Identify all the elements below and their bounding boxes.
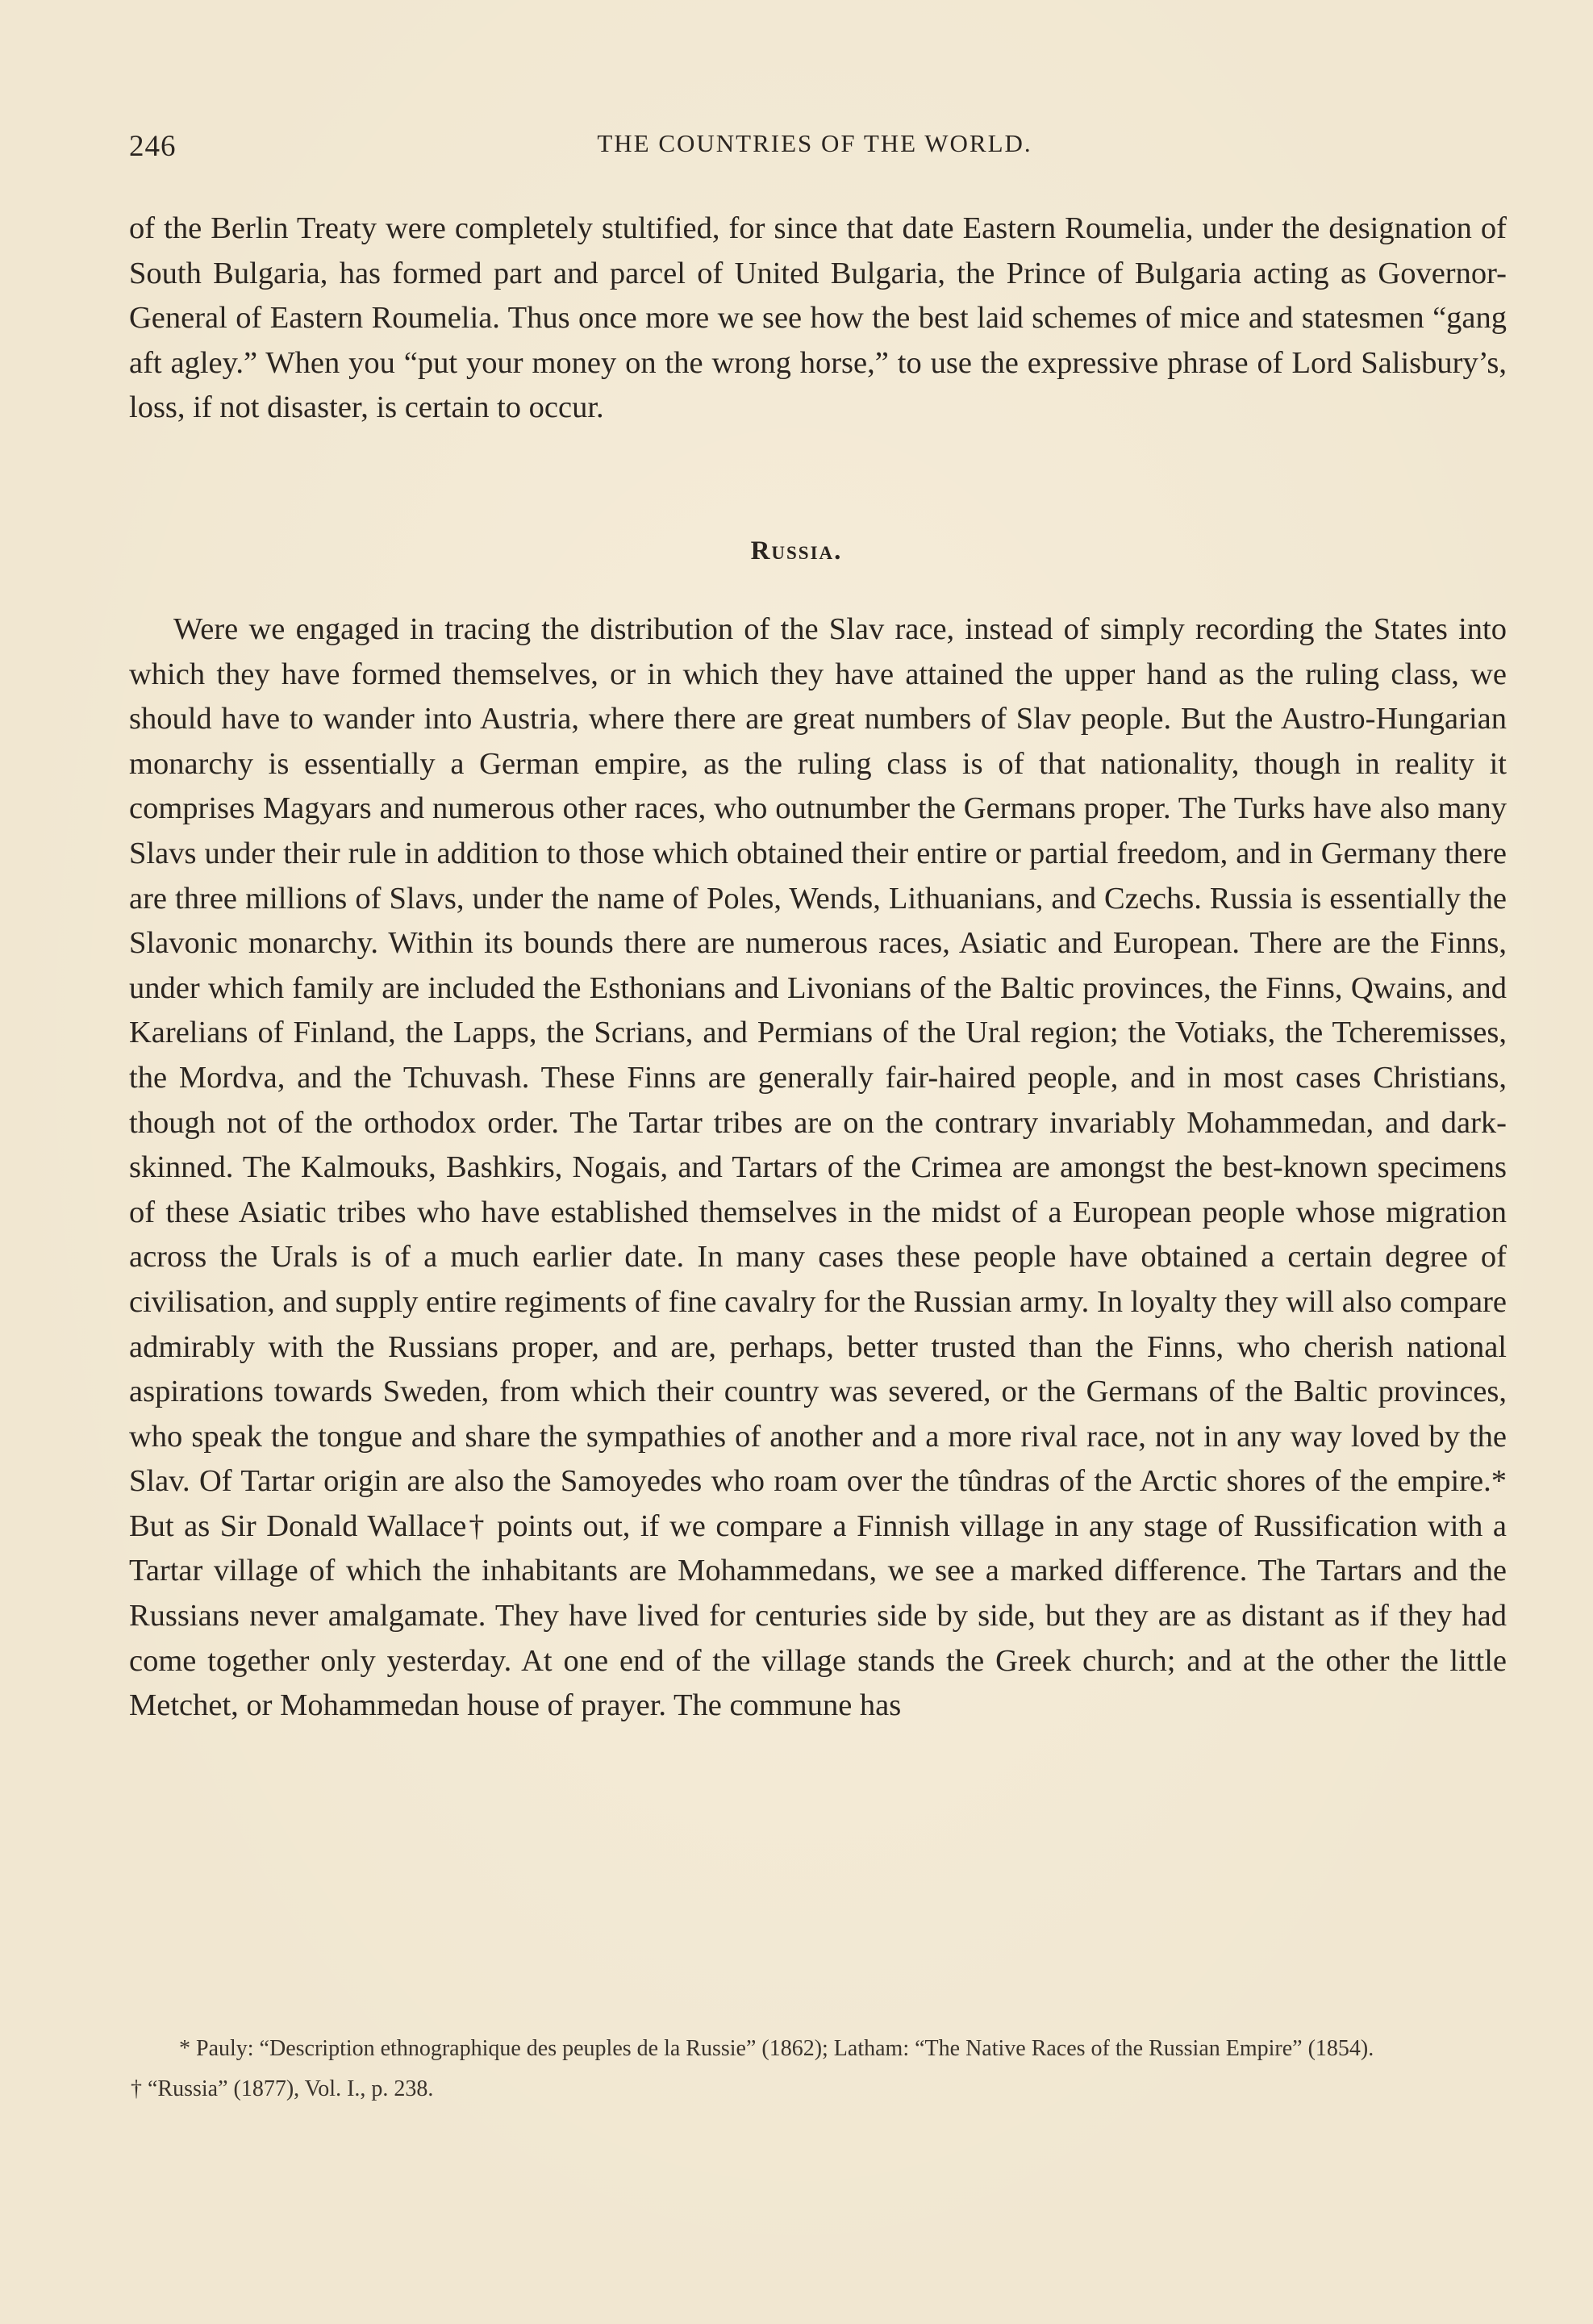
footnote-2: † “Russia” (1877), Vol. I., p. 238. <box>131 2076 434 2101</box>
section-heading-russia: Russia. <box>750 536 843 565</box>
page-number: 246 <box>129 130 177 163</box>
running-title: THE COUNTRIES OF THE WORLD. <box>597 129 1032 157</box>
page-header <box>129 129 1500 169</box>
footnotes <box>129 2033 1510 2105</box>
footnote-1: * Pauly: “Description ethnographique des peuples de la Russie” (1862); Latham: “The Native Races of the Russian Empire” (1854). <box>179 2036 1374 2061</box>
russia-paragraph: Were we engaged in tracing the distribution of the Slav race, instead of simply recording the States into which they have formed themselves, or in which they have attained the upper hand as the ruling class, we should have to wander into Austria, where there are great numbers of Slav people. But the Austro-Hungarian monarchy is essentially a German empire, as the ruling class is of that nationality, though in reality it comprises Magyars and numerous other races, who outnumber the Germans proper. The Turks have also many Slavs under their rule in addition to those which obtained their entire or partial freedom, and in Germany there are three millions of Slavs, under the name of Poles, Wends, Lithuanians, and Czechs. Russia is essentially the Slavonic monarchy. Within its bounds there are numerous races, Asiatic and European. There are the Finns, under which family are included the Esthonians and Livonians of the Baltic provinces, the Finns, Qwains, and Karelians of Finland, the Lapps, the Scrians, and Permians of the Ural region; the Votiaks, the Tcheremisses, the Mordva, and the Tchuvash. These Finns are generally fair-haired people, and in most cases Christians, though not of the orthodox order. The Tartar tribes are on the contrary invariably Mohammedan, and dark-skinned. The Kalmouks, Bashkirs, Nogais, and Tartars of the Crimea are amongst the best-known specimens of these Asiatic tribes who have established themselves in the midst of a European people whose migration across the Urals is of a much earlier date. In many cases these people have obtained a certain degree of civilisation, and supply entire regiments of fine cavalry for the Russian army. In loyalty they will also compare admirably with the Russians proper, and are, perhaps, better trusted than the Finns, who cherish national aspirations towards Sweden, from which their country was severed, or the Germans of the Baltic provinces, who speak the tongue and share the sympathies of another and a more rival race, not in any way loved by the Slav. Of Tartar origin are also the Samoyedes who roam over the tûndras of the Arctic shores of the empire.* But as Sir Donald Wallace† points out, if we compare a Finnish village in any stage of Russification with a Tartar village of which the inhabitants are Mohammedans, we see a marked difference. The Tartars and the Russians never amalgamate. They have lived for centuries side by side, but they are as distant as if they had come together only yesterday. At one end of the village stands the Greek church; and at the other the little Metchet, or Mohammedan house of prayer. The commune has <box>129 612 1507 1723</box>
continuation-paragraph: of the Berlin Treaty were completely stultified, for since that date Eastern Roumelia, under the designation of South Bulgaria, has formed part and parcel of United Bulgaria, the Prince of Bulgaria acting as Governor-General of Eastern Roumelia. Thus once more we see how the best laid schemes of mice and statesmen “gang aft agley.” When you “put your money on the wrong horse,” to use the expressive phrase of Lord Salisbury’s, loss, if not disaster, is certain to occur. <box>129 211 1507 425</box>
